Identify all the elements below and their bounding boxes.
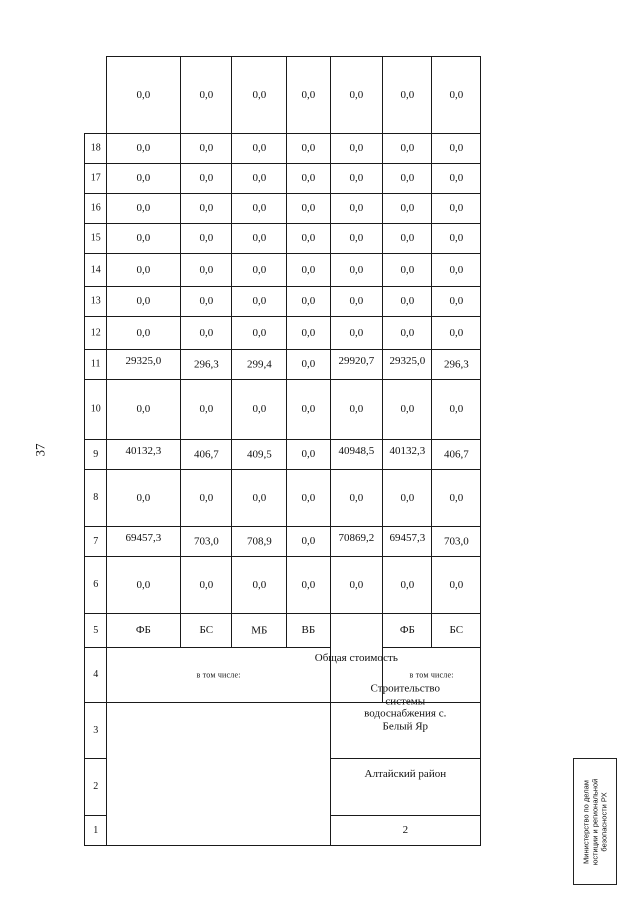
value-text: 0,0 xyxy=(199,578,213,591)
value-cell xyxy=(432,380,481,440)
value-cell xyxy=(331,470,383,527)
value-cell xyxy=(107,317,181,350)
value-cell xyxy=(287,254,331,287)
value-text: 0,0 xyxy=(301,295,316,308)
column-number-14 xyxy=(85,254,107,287)
value-cell xyxy=(432,527,481,557)
value-cell xyxy=(232,527,287,557)
value-text: 0,0 xyxy=(449,263,463,276)
funding-source-text: МБ xyxy=(250,624,268,637)
column-number-3 xyxy=(85,703,107,759)
value-text: 0,0 xyxy=(400,295,414,308)
value-text: 0,0 xyxy=(349,142,364,155)
value-text: 0,0 xyxy=(252,263,266,276)
value-text: 0,0 xyxy=(349,491,364,504)
value-cell xyxy=(432,557,481,614)
table-wrap xyxy=(84,56,546,846)
value-text: 69457,3 xyxy=(125,531,162,544)
funding-source-label xyxy=(287,614,331,648)
value-text: 29920,7 xyxy=(338,354,375,367)
value-cell xyxy=(383,470,432,527)
value-text: 70869,2 xyxy=(338,531,375,544)
value-cell xyxy=(432,350,481,380)
column-number-12 xyxy=(85,317,107,350)
project-text: Строительство системы водоснабжения с. Белый Яр xyxy=(364,682,447,733)
value-cell xyxy=(181,557,232,614)
total-cost-text: Общая стоимость xyxy=(314,651,399,664)
value-text: 0,0 xyxy=(400,202,414,215)
column-number-5 xyxy=(85,614,107,648)
value-cell xyxy=(287,134,331,164)
column-number-text: 13 xyxy=(90,295,101,307)
column-number-10 xyxy=(85,380,107,440)
value-cell xyxy=(107,470,181,527)
value-text: 0,0 xyxy=(199,142,213,155)
table-body xyxy=(85,57,547,846)
value-cell xyxy=(287,224,331,254)
column-number-6 xyxy=(85,557,107,614)
funding-source-text: БС xyxy=(449,624,463,637)
value-text: 0,0 xyxy=(136,232,151,245)
value-cell xyxy=(107,380,181,440)
value-text: 0,0 xyxy=(136,326,151,339)
including-label-text: в том числе: xyxy=(196,670,241,680)
value-text: 0,0 xyxy=(349,295,364,308)
value-text: 0,0 xyxy=(349,232,364,245)
value-text: 708,9 xyxy=(246,535,272,548)
column-number-text: 16 xyxy=(90,202,101,214)
column-number-text: 12 xyxy=(90,327,101,339)
value-text: 703,0 xyxy=(443,535,469,548)
value-cell xyxy=(232,440,287,470)
value-cell xyxy=(181,194,232,224)
value-text: 0,0 xyxy=(136,295,151,308)
value-cell xyxy=(181,440,232,470)
value-text: 296,3 xyxy=(443,358,469,371)
value-text: 0,0 xyxy=(199,232,213,245)
value-text: 0,0 xyxy=(199,263,213,276)
column-number-17 xyxy=(85,164,107,194)
value-text: 0,0 xyxy=(400,578,414,591)
value-cell xyxy=(107,254,181,287)
value-text: 69457,3 xyxy=(389,531,425,544)
value-cell xyxy=(107,224,181,254)
value-cell xyxy=(107,194,181,224)
value-cell xyxy=(232,224,287,254)
value-cell xyxy=(181,350,232,380)
column-number-7 xyxy=(85,527,107,557)
value-cell xyxy=(383,224,432,254)
value-cell xyxy=(287,380,331,440)
district-cell xyxy=(331,759,481,816)
value-cell xyxy=(383,317,432,350)
value-cell xyxy=(383,527,432,557)
column-number-1 xyxy=(85,816,107,846)
value-text: 0,0 xyxy=(301,202,316,215)
value-cell xyxy=(181,317,232,350)
value-cell xyxy=(107,557,181,614)
value-cell xyxy=(383,254,432,287)
value-cell xyxy=(331,287,383,317)
value-text: 0,0 xyxy=(136,578,151,591)
funding-source-label xyxy=(432,614,481,648)
value-cell xyxy=(107,164,181,194)
column-number-18 xyxy=(85,134,107,164)
value-cell xyxy=(107,134,181,164)
value-text: 0,0 xyxy=(301,232,316,245)
value-text: 0,0 xyxy=(449,491,463,504)
value-text: 0,0 xyxy=(136,142,151,155)
value-text: 0,0 xyxy=(400,142,414,155)
value-text: 0,0 xyxy=(400,403,414,416)
value-cell xyxy=(232,380,287,440)
column-number-2 xyxy=(85,759,107,816)
header-row xyxy=(85,57,107,846)
value-text: 0,0 xyxy=(252,491,266,504)
value-cell xyxy=(181,57,232,134)
value-text: 296,3 xyxy=(193,358,219,371)
value-cell xyxy=(232,254,287,287)
value-text: 703,0 xyxy=(193,535,219,548)
value-text: 0,0 xyxy=(136,202,151,215)
value-text: 0,0 xyxy=(199,403,213,416)
value-cell xyxy=(383,350,432,380)
value-text: 0,0 xyxy=(301,263,316,276)
column-number-text: 3 xyxy=(93,724,98,736)
value-text: 0,0 xyxy=(252,403,266,416)
column-number-8 xyxy=(85,470,107,527)
value-text: 0,0 xyxy=(301,88,316,101)
value-text: 0,0 xyxy=(252,578,266,591)
value-cell xyxy=(287,317,331,350)
value-cell xyxy=(232,134,287,164)
funding-source-label xyxy=(383,614,432,648)
value-text: 0,0 xyxy=(252,295,266,308)
value-cell xyxy=(432,194,481,224)
value-text: 0,0 xyxy=(136,403,151,416)
value-cell xyxy=(107,57,181,134)
value-text: 0,0 xyxy=(252,202,266,215)
value-text: 0,0 xyxy=(199,88,213,101)
value-text: 0,0 xyxy=(199,172,213,185)
value-text: 0,0 xyxy=(349,172,364,185)
value-cell xyxy=(432,254,481,287)
value-text: 0,0 xyxy=(301,448,316,461)
value-text: 40132,3 xyxy=(389,444,425,457)
value-cell xyxy=(331,317,383,350)
value-cell xyxy=(287,470,331,527)
funding-source-label xyxy=(181,614,232,648)
column-number-text: 10 xyxy=(90,403,101,415)
value-text: 0,0 xyxy=(400,88,414,101)
value-cell xyxy=(181,527,232,557)
value-cell xyxy=(181,380,232,440)
value-text: 0,0 xyxy=(449,142,463,155)
value-cell xyxy=(432,287,481,317)
value-cell xyxy=(331,134,383,164)
column-number-text: 6 xyxy=(93,579,98,591)
value-text: 0,0 xyxy=(349,88,364,101)
value-text: 0,0 xyxy=(199,202,213,215)
value-text: 0,0 xyxy=(301,358,316,371)
stamp-line-1: Министерство по делам xyxy=(581,779,591,864)
value-text: 0,0 xyxy=(449,326,463,339)
column-number-text: 18 xyxy=(90,142,101,154)
value-cell xyxy=(331,254,383,287)
value-cell xyxy=(383,380,432,440)
total-row xyxy=(331,57,383,846)
table-rotator xyxy=(84,56,546,846)
value-cell xyxy=(432,317,481,350)
funding-source-text: ВБ xyxy=(301,624,316,637)
value-text: 0,0 xyxy=(449,88,463,101)
row-number-cell xyxy=(331,816,481,846)
value-text: 29325,0 xyxy=(125,354,162,367)
value-text: 0,0 xyxy=(301,326,316,339)
value-cell xyxy=(331,440,383,470)
value-cell xyxy=(107,440,181,470)
value-text: 0,0 xyxy=(199,491,213,504)
value-cell xyxy=(232,287,287,317)
value-cell xyxy=(432,440,481,470)
blank-row xyxy=(481,57,547,846)
column-number-13 xyxy=(85,287,107,317)
value-cell xyxy=(331,194,383,224)
value-cell xyxy=(383,287,432,317)
value-text: 406,7 xyxy=(443,448,469,461)
value-text: 40948,5 xyxy=(338,444,375,457)
value-cell xyxy=(383,440,432,470)
including-label xyxy=(107,648,331,703)
value-cell xyxy=(432,470,481,527)
value-text: 0,0 xyxy=(301,578,316,591)
value-cell xyxy=(181,287,232,317)
value-text: 0,0 xyxy=(449,403,463,416)
column-number-4 xyxy=(85,648,107,703)
value-text: 0,0 xyxy=(136,172,151,185)
value-cell xyxy=(331,527,383,557)
value-text: 0,0 xyxy=(301,535,316,548)
value-cell xyxy=(331,557,383,614)
value-cell xyxy=(432,164,481,194)
value-cell xyxy=(287,164,331,194)
value-text: 409,5 xyxy=(246,448,272,461)
value-text: 299,4 xyxy=(246,358,272,371)
value-cell xyxy=(181,164,232,194)
stamp-line-3: безопасности РХ xyxy=(599,791,609,852)
value-text: 0,0 xyxy=(449,202,463,215)
value-text: 0,0 xyxy=(252,326,266,339)
value-cell xyxy=(383,57,432,134)
value-text: 0,0 xyxy=(349,578,364,591)
value-cell xyxy=(383,194,432,224)
value-text: 0,0 xyxy=(400,491,414,504)
value-text: 0,0 xyxy=(301,491,316,504)
column-number-text: 9 xyxy=(93,448,98,460)
stamp-text xyxy=(582,763,609,881)
value-cell xyxy=(287,287,331,317)
value-cell xyxy=(287,527,331,557)
district-text: Алтайский район xyxy=(364,767,447,780)
value-cell xyxy=(232,194,287,224)
value-cell xyxy=(383,134,432,164)
column-number-16 xyxy=(85,194,107,224)
value-text: 0,0 xyxy=(252,172,266,185)
value-text: 0,0 xyxy=(449,578,463,591)
value-text: 0,0 xyxy=(400,172,414,185)
value-text: 0,0 xyxy=(252,88,266,101)
column-number-text: 5 xyxy=(93,624,98,636)
value-cell xyxy=(331,350,383,380)
value-text: 0,0 xyxy=(400,263,414,276)
value-cell xyxy=(432,134,481,164)
column-number-text: 11 xyxy=(90,358,101,370)
value-cell xyxy=(181,134,232,164)
project-cell xyxy=(331,682,481,759)
value-text: 0,0 xyxy=(400,232,414,245)
value-cell xyxy=(181,254,232,287)
value-text: 0,0 xyxy=(136,88,151,101)
value-cell xyxy=(232,317,287,350)
value-cell xyxy=(287,57,331,134)
value-text: 0,0 xyxy=(136,263,151,276)
page-number: 37 xyxy=(32,443,48,457)
budget-table xyxy=(84,56,547,846)
value-text: 40132,3 xyxy=(125,444,162,457)
row-number-text: 2 xyxy=(402,824,409,837)
table-row xyxy=(107,57,181,846)
value-text: 0,0 xyxy=(252,232,266,245)
value-cell xyxy=(287,557,331,614)
value-cell xyxy=(331,380,383,440)
value-cell xyxy=(107,350,181,380)
column-number-text: 2 xyxy=(93,781,98,793)
including-label-text: в том числе: xyxy=(409,670,454,680)
value-text: 0,0 xyxy=(199,295,213,308)
column-number-11 xyxy=(85,350,107,380)
column-number-text: 8 xyxy=(93,492,98,504)
value-cell xyxy=(331,57,383,134)
value-text: 0,0 xyxy=(136,491,151,504)
column-number-15 xyxy=(85,224,107,254)
column-number-text: 15 xyxy=(90,232,101,244)
value-text: 0,0 xyxy=(449,172,463,185)
value-text: 406,7 xyxy=(193,448,219,461)
value-text: 0,0 xyxy=(301,142,316,155)
stamp-line-2: юстиции и региональной xyxy=(590,778,600,865)
value-cell xyxy=(232,557,287,614)
value-cell xyxy=(232,164,287,194)
value-cell xyxy=(331,224,383,254)
blank-cell xyxy=(481,134,547,846)
column-number-text: 14 xyxy=(90,264,101,276)
value-cell xyxy=(181,224,232,254)
value-text: 0,0 xyxy=(252,142,266,155)
value-cell xyxy=(331,164,383,194)
value-text: 0,0 xyxy=(199,326,213,339)
value-text: 0,0 xyxy=(301,172,316,185)
value-cell xyxy=(107,287,181,317)
funding-source-text: ФБ xyxy=(399,624,415,637)
value-cell xyxy=(232,350,287,380)
value-text: 0,0 xyxy=(349,403,364,416)
value-cell xyxy=(383,164,432,194)
value-text: 0,0 xyxy=(349,263,364,276)
value-cell xyxy=(287,440,331,470)
funding-source-label xyxy=(107,614,181,648)
funding-source-text: БС xyxy=(199,624,213,637)
value-cell xyxy=(287,350,331,380)
value-cell xyxy=(181,470,232,527)
funding-source-text: ФБ xyxy=(135,624,151,637)
column-number-text: 1 xyxy=(93,824,98,836)
column-number-text: 17 xyxy=(90,172,101,184)
value-text: 0,0 xyxy=(449,232,463,245)
column-number-text: 4 xyxy=(93,669,98,681)
column-number-9 xyxy=(85,440,107,470)
ministry-stamp xyxy=(573,758,617,885)
value-text: 0,0 xyxy=(449,295,463,308)
value-text: 0,0 xyxy=(349,202,364,215)
value-text: 29325,0 xyxy=(389,354,425,367)
value-cell xyxy=(287,194,331,224)
value-cell xyxy=(232,57,287,134)
value-cell xyxy=(383,557,432,614)
value-cell xyxy=(432,224,481,254)
funding-source-label xyxy=(232,614,287,648)
value-cell xyxy=(107,527,181,557)
value-text: 0,0 xyxy=(301,403,316,416)
column-number-text: 7 xyxy=(93,535,98,547)
value-text: 0,0 xyxy=(400,326,414,339)
value-text: 0,0 xyxy=(349,326,364,339)
value-cell xyxy=(232,470,287,527)
value-cell xyxy=(432,57,481,134)
empty-cell xyxy=(107,703,331,846)
